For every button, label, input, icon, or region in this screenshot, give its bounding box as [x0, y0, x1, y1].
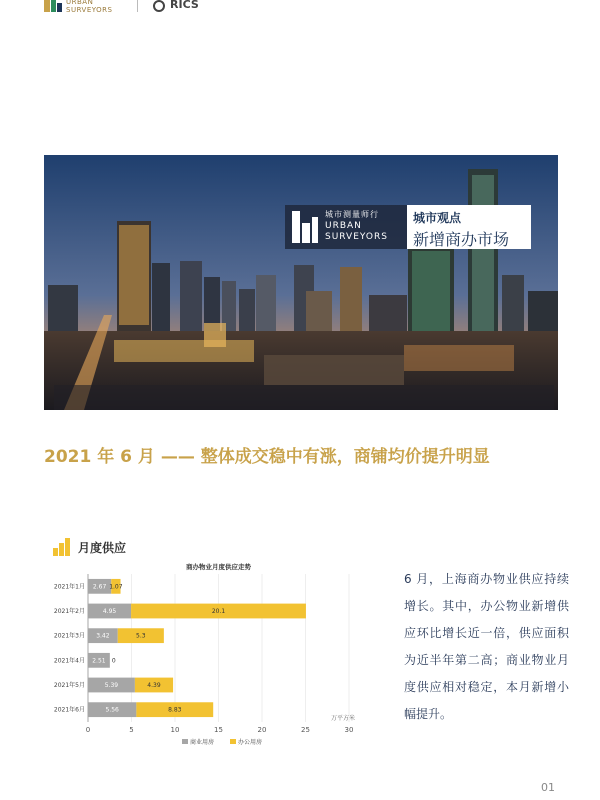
category-label: 2021年3月	[53, 632, 85, 640]
hero-kicker: 城市观点	[413, 211, 462, 225]
partner-logo-text: RICS	[170, 0, 199, 11]
x-axis-unit: 万平方米	[330, 715, 355, 722]
city-skyline-illustration	[44, 155, 558, 410]
bar-value-label: 4.95	[102, 608, 117, 615]
bar-value-label: 3.42	[96, 632, 110, 640]
bar-value-label: 20.1	[211, 608, 226, 615]
legend-label: 办公用房	[238, 739, 263, 746]
hero-logo-chinese: 城市测量师行	[325, 210, 379, 219]
x-tick-label: 20	[257, 726, 267, 734]
x-tick-label: 15	[214, 726, 223, 734]
x-tick-label: 25	[301, 726, 310, 734]
urban-surveyors-mark-icon	[290, 209, 320, 245]
x-tick-label: 0	[85, 726, 91, 734]
category-label: 2021年2月	[53, 608, 85, 615]
section-title: 月度供应	[78, 541, 127, 555]
x-tick-label: 30	[344, 726, 354, 734]
hero-logo-box	[285, 205, 407, 249]
bar-value-label: 5.39	[104, 682, 119, 689]
urban-surveyors-logo-icon	[44, 0, 62, 12]
bar-value-label: 5.56	[105, 706, 119, 714]
category-label: 2021年6月	[53, 706, 85, 714]
bar-value-label: 4.39	[147, 682, 161, 689]
page-number: 01	[541, 781, 555, 794]
bar-value-label: 1.07	[109, 583, 123, 591]
bar-chart-icon	[52, 536, 72, 556]
bar-value-label: 5.3	[136, 632, 146, 640]
bar-value-label: 2.51	[92, 657, 106, 665]
bar-value-label: 0	[111, 657, 116, 665]
supply-commentary: 6 月，上海商办物业供应持续增长。其中，办公物业新增供应环比增长近一倍，供应面积为近半年第二高；商业物业月度供应相对稳定，本月新增小幅提升。	[404, 572, 569, 721]
page-header	[0, 0, 600, 20]
hero-tag-box	[407, 205, 531, 249]
category-label: 2021年4月	[53, 657, 85, 665]
bar-value-label: 2.67	[92, 583, 107, 591]
bar-value-label: 8.83	[168, 706, 182, 714]
rics-logo-icon	[152, 0, 166, 12]
monthly-supply-chart	[44, 560, 364, 756]
hero-logo-english: URBAN SURVEYORS	[325, 221, 388, 242]
report-headline: 2021 年 6 月 —— 整体成交稳中有涨，商铺均价提升明显	[44, 447, 490, 467]
legend-swatch	[230, 739, 236, 744]
hero-title: 新增商办市场	[413, 230, 510, 249]
category-label: 2021年5月	[53, 682, 85, 689]
hero-city-image	[44, 155, 558, 410]
legend-label: 商业用房	[190, 739, 215, 746]
x-tick-label: 5	[129, 726, 134, 734]
chart-title: 商办物业月度供应走势	[186, 563, 251, 571]
x-tick-label: 10	[170, 726, 180, 734]
category-label: 2021年1月	[53, 583, 85, 591]
legend-swatch	[182, 739, 188, 744]
header-divider	[137, 0, 138, 12]
header-logo-text: URBAN SURVEYORS	[66, 0, 113, 14]
